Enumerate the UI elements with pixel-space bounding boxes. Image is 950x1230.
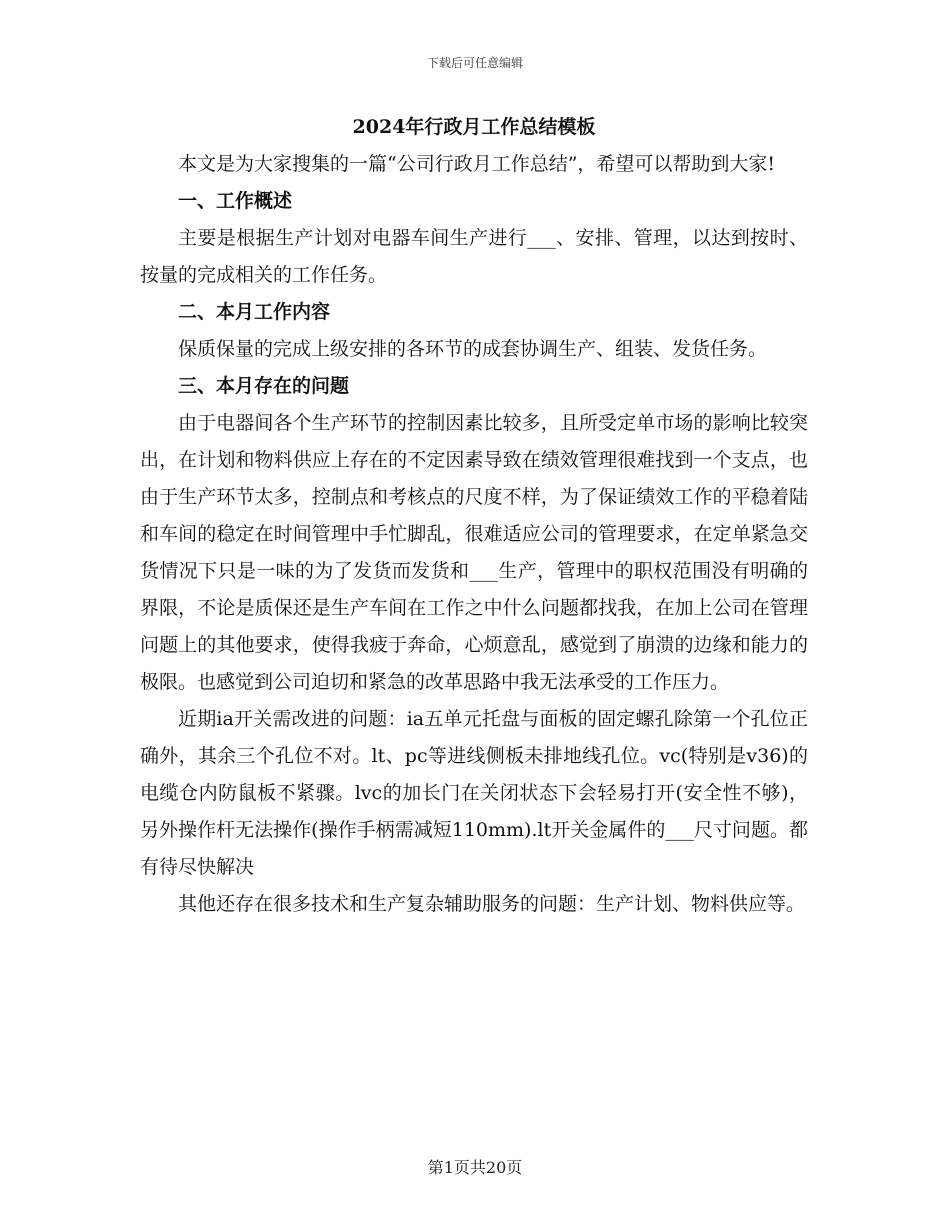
document-body <box>140 108 808 923</box>
header-note: 下载后可任意编辑 <box>426 56 523 70</box>
problems-paragraph-3: 其他还存在很多技术和生产复杂辅助服务的问题：生产计划、物料供应等。 <box>178 893 806 915</box>
problems-paragraph-1: 由于电器间各个生产环节的控制因素比较多，且所受定单市场的影响比较突出，在计划和物料供应上存在的不定因素导致在绩效管理很难找到一个支点，也由于生产环节太多，控制点和考核点的尺度不样，为了保证绩效工作的平稳着陆和车间的稳定在时间管理中手忙脚乱，很难适应公司的管理要求，在定单紧急交货情况下只是一味的为了发货而发货和___生产，管理中的职权范围没有明确的界限，不论是质保还是生产车间在工作之中什么问题都找我，在加上公司在管理问题上的其他要求，使得我疲于奔命，心烦意乱，感觉到了崩溃的边缘和能力的极限。也感觉到公司迫切和紧急的改革思路中我无法承受的工作压力。 <box>140 412 808 693</box>
section-heading-overview: 一、工作概述 <box>178 190 293 212</box>
section-heading-content: 二、本月工作内容 <box>178 301 331 323</box>
problems-paragraph-2: 近期ia开关需改进的问题：ia五单元托盘与面板的固定螺孔除第一个孔位正确外，其余三个孔位不对。lt、pc等进线侧板未排地线孔位。vc(特别是v36)的电缆仓内防鼠板不紧骤。lvc的加长门在关闭状态下会轻易打开(安全性不够)，另外操作杆无法操作(操作手柄需减短110mm).lt开关金属件的___尺寸问题。都有待尽快解决 <box>140 708 808 878</box>
section-heading-problems: 三、本月存在的问题 <box>178 375 350 397</box>
page-footer: 第1页共20页 <box>427 1158 523 1177</box>
overview-paragraph: 主要是根据生产计划对电器车间生产进行___、安排、管理，以达到按时、按量的完成相关的工作任务。 <box>140 227 808 286</box>
intro-paragraph: 本文是为大家搜集的一篇“公司行政月工作总结”，希望可以帮助到大家! <box>178 153 776 175</box>
content-paragraph: 保质保量的完成上级安排的各环节的成套协调生产、组装、发货任务。 <box>178 338 768 360</box>
document-title: 2024年行政月工作总结模板 <box>352 116 596 138</box>
